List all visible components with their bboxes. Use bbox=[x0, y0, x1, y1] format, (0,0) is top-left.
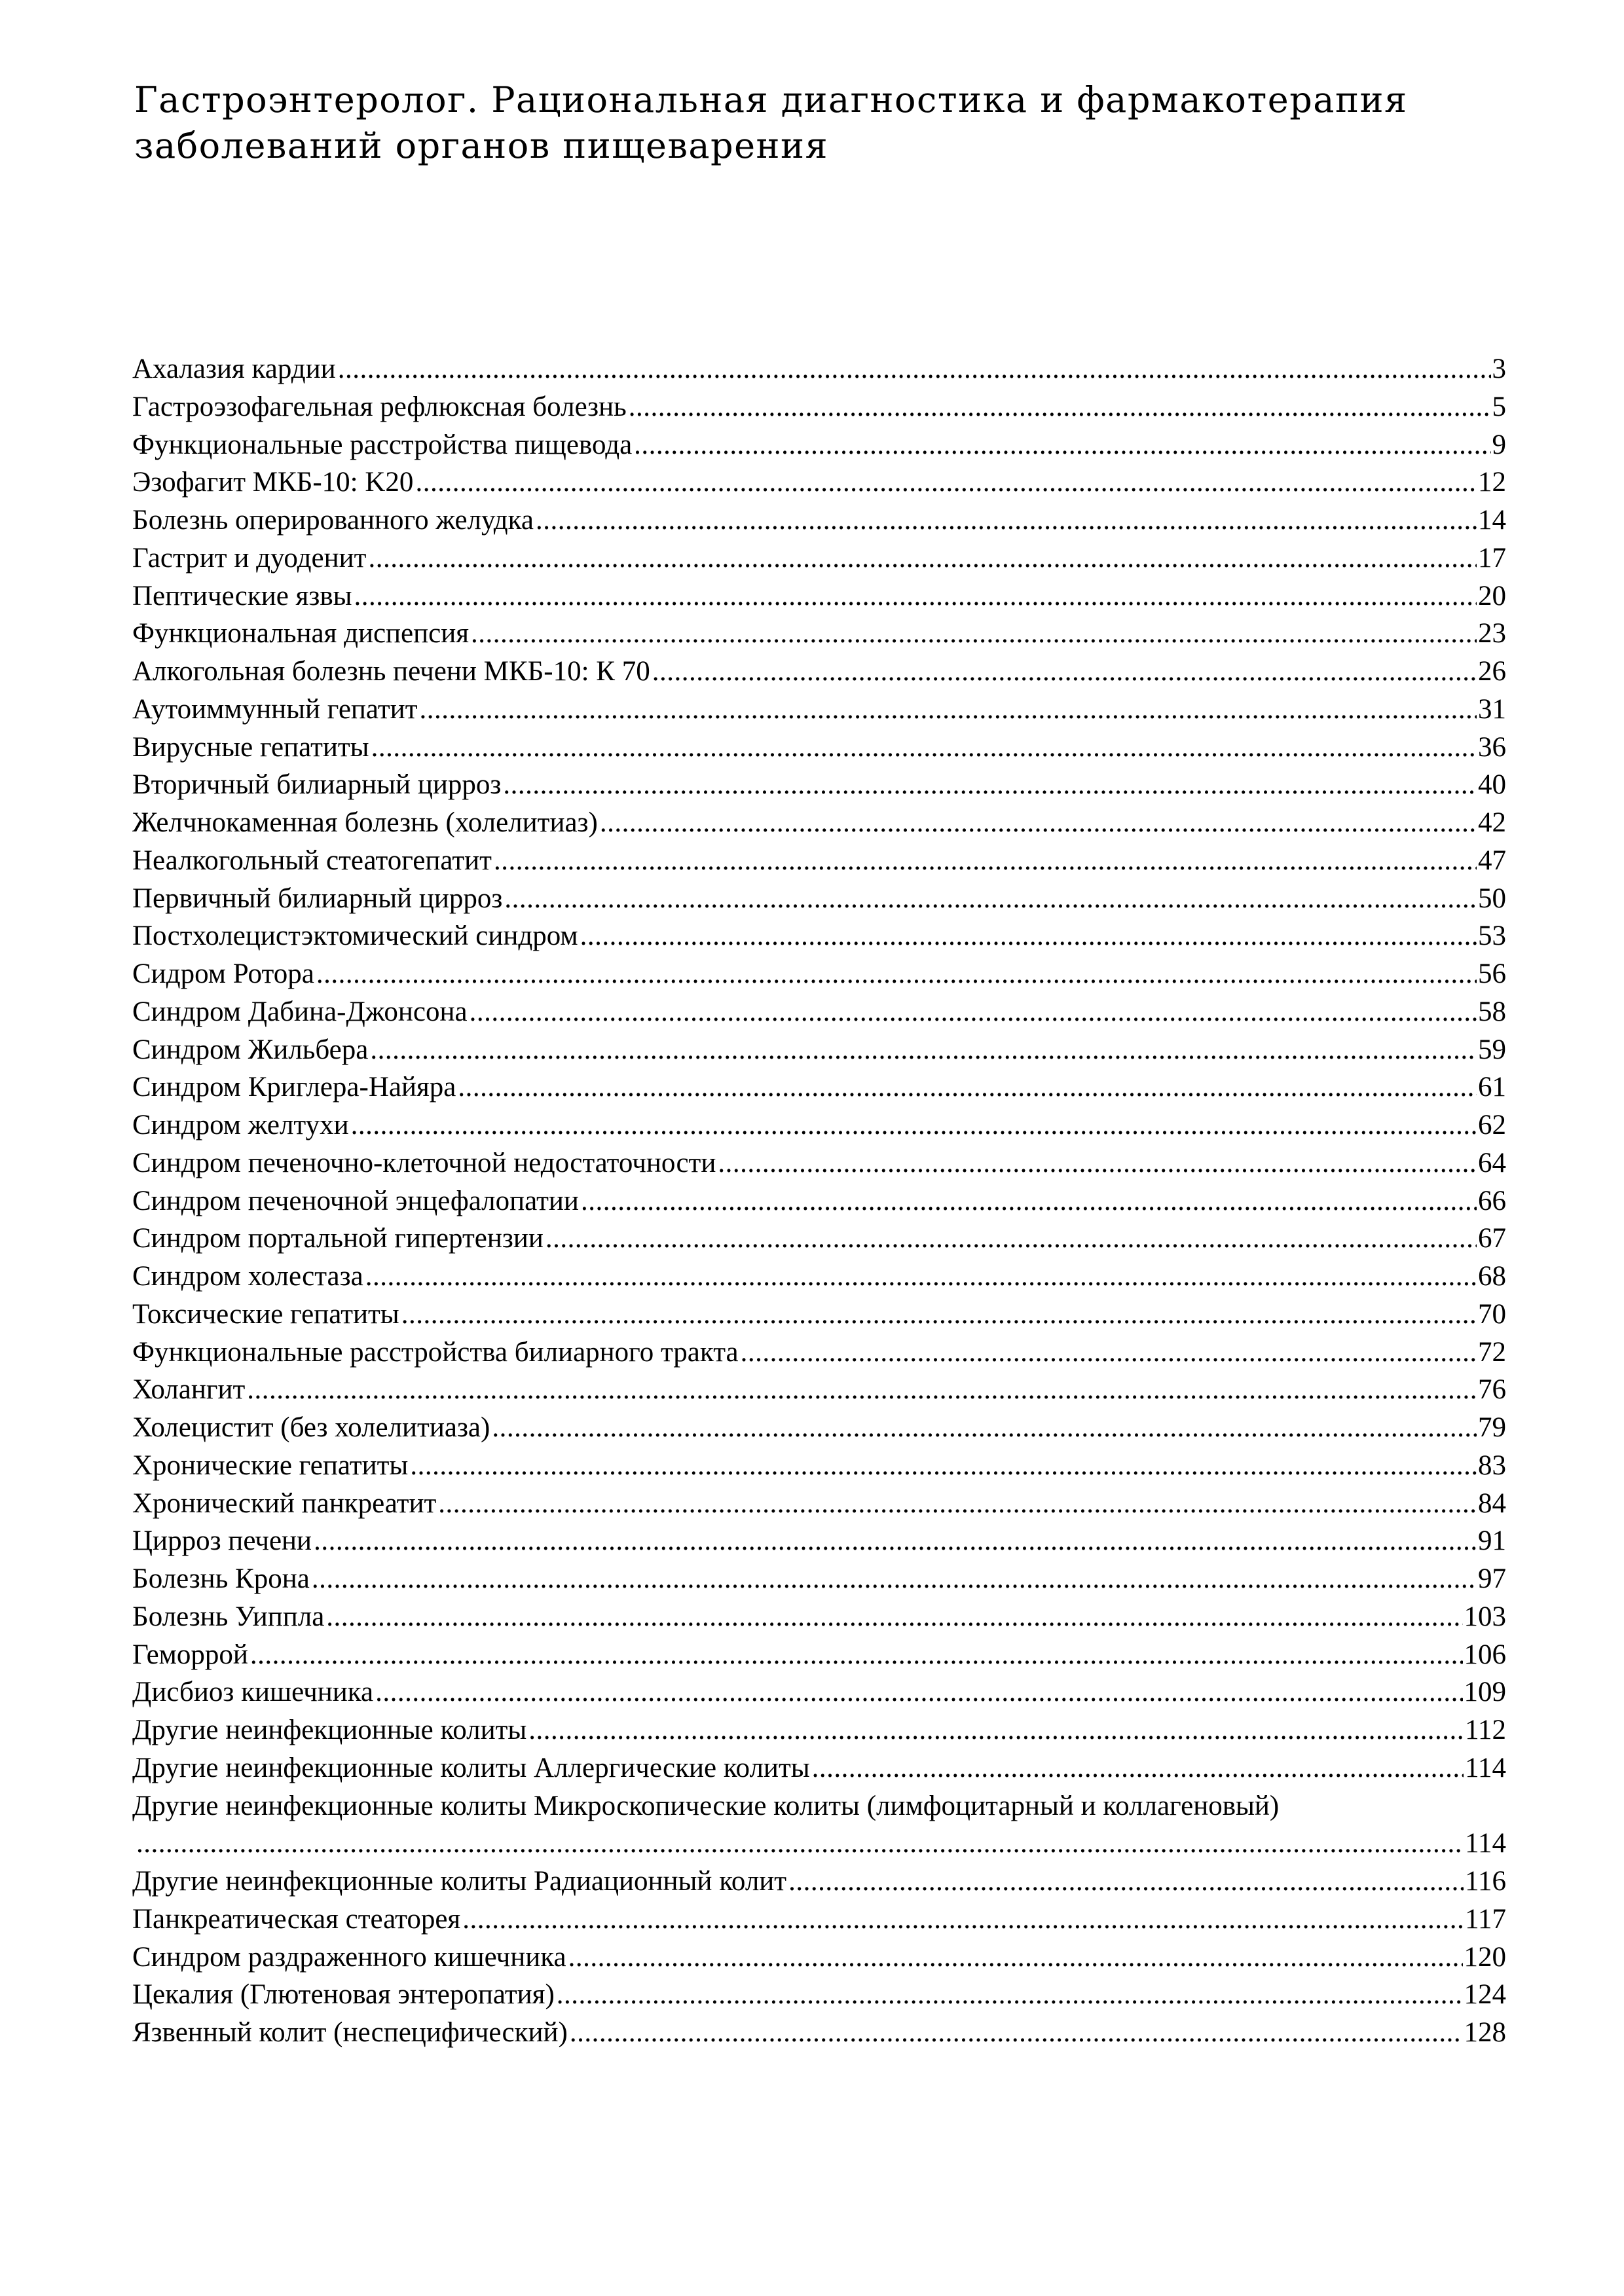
toc-dot-leader bbox=[652, 653, 1477, 691]
toc-entry-label: Сидром Ротора bbox=[132, 958, 314, 989]
toc-entry[interactable] bbox=[132, 1296, 1506, 1334]
toc-entry[interactable] bbox=[132, 388, 1506, 426]
toc-dot-leader bbox=[741, 1334, 1477, 1372]
toc-entry[interactable] bbox=[132, 955, 1506, 993]
toc-dot-leader bbox=[370, 1031, 1477, 1069]
toc-dot-leader bbox=[504, 880, 1477, 918]
toc-entry-page: 97 bbox=[1478, 1563, 1506, 1594]
toc-dot-leader bbox=[312, 1560, 1477, 1598]
toc-entry-label: Пептические язвы bbox=[132, 580, 352, 611]
toc-entry-label: Синдром печеночно-клеточной недостаточности bbox=[132, 1147, 716, 1178]
toc-entry-page: 124 bbox=[1464, 1979, 1506, 2011]
toc-entry-page: 9 bbox=[1492, 429, 1506, 460]
toc-entry[interactable] bbox=[132, 350, 1506, 388]
toc-entry-page: 3 bbox=[1492, 354, 1506, 384]
toc-dot-leader bbox=[368, 539, 1477, 577]
toc-dot-leader bbox=[419, 691, 1477, 729]
toc-dot-leader bbox=[438, 1485, 1477, 1523]
toc-entry-page: 5 bbox=[1492, 391, 1506, 422]
toc-entry-label: Другие неинфекционные колиты Радиационный колит bbox=[132, 1866, 787, 1897]
toc-entry[interactable] bbox=[132, 1334, 1506, 1372]
toc-entry-page: 67 bbox=[1478, 1223, 1506, 1254]
toc-dot-leader bbox=[415, 464, 1477, 501]
toc-dot-leader bbox=[788, 1863, 1464, 1901]
toc-entry-label: Панкреатическая стеаторея bbox=[132, 1903, 461, 1935]
toc-dot-leader bbox=[136, 1825, 1464, 1863]
toc-entry-page: 36 bbox=[1478, 731, 1506, 763]
toc-entry-page: 12 bbox=[1478, 467, 1506, 498]
toc-entry[interactable] bbox=[132, 729, 1506, 767]
toc-entry[interactable] bbox=[132, 1560, 1506, 1598]
toc-dot-leader bbox=[494, 842, 1477, 880]
toc-entry-page: 14 bbox=[1478, 505, 1506, 536]
toc-entry[interactable] bbox=[132, 539, 1506, 577]
toc-entry-page: 109 bbox=[1464, 1677, 1506, 1708]
toc-dot-leader bbox=[375, 1673, 1462, 1711]
toc-entry[interactable] bbox=[132, 1258, 1506, 1296]
toc-entry-page: 17 bbox=[1478, 542, 1506, 574]
toc-entry-label: Цекалия (Глютеновая энтеропатия) bbox=[132, 1979, 555, 2011]
toc-entry-label: Синдром Жильбера bbox=[132, 1034, 369, 1065]
toc-entry[interactable] bbox=[132, 1522, 1506, 1560]
toc-entry[interactable] bbox=[132, 993, 1506, 1031]
toc-entry-label: Вторичный билиарный цирроз bbox=[132, 769, 502, 801]
toc-entry[interactable] bbox=[132, 1901, 1506, 1939]
toc-entry[interactable] bbox=[132, 1447, 1506, 1485]
toc-entry[interactable] bbox=[132, 1371, 1506, 1409]
toc-dot-leader bbox=[557, 1976, 1463, 2014]
toc-dot-leader bbox=[492, 1409, 1477, 1447]
toc-entry-page: 68 bbox=[1478, 1261, 1506, 1292]
toc-entry-page: 70 bbox=[1478, 1298, 1506, 1330]
toc-dot-leader bbox=[326, 1598, 1462, 1636]
toc-entry-page: 26 bbox=[1478, 656, 1506, 687]
toc-entry-page: 120 bbox=[1464, 1941, 1506, 1973]
toc-entry-page: 40 bbox=[1478, 769, 1506, 801]
toc-entry-label: Хронический панкреатит bbox=[132, 1487, 437, 1519]
toc-entry-label: Постхолецистэктомический синдром bbox=[132, 920, 578, 952]
toc-entry-label: Синдром Дабина-Джонсона bbox=[132, 996, 468, 1027]
toc-dot-leader bbox=[634, 426, 1490, 464]
toc-entry-page: 62 bbox=[1478, 1110, 1506, 1140]
toc-entry[interactable] bbox=[132, 501, 1506, 539]
toc-entry-label[interactable]: Другие неинфекционные колиты Микроскопические колиты (лимфоцитарный и коллагеновый) bbox=[132, 1790, 1280, 1821]
toc-entry-label: Синдром печеночной энцефалопатии bbox=[132, 1185, 579, 1216]
toc-entry-page: 79 bbox=[1478, 1412, 1506, 1443]
toc-entry-label: Гастрит и дуоденит bbox=[132, 542, 367, 574]
toc-entry[interactable] bbox=[132, 1220, 1506, 1258]
toc-entry-label: Желчнокаменная болезнь (холелитиаз) bbox=[132, 807, 598, 838]
toc-dot-leader bbox=[410, 1447, 1477, 1485]
toc-entry-label: Другие неинфекционные колиты bbox=[132, 1715, 527, 1745]
toc-entry[interactable] bbox=[132, 1182, 1506, 1220]
toc-entry-page: 128 bbox=[1464, 2017, 1506, 2048]
toc-dot-leader bbox=[462, 1901, 1464, 1939]
toc-dot-leader bbox=[812, 1749, 1464, 1787]
toc-entry-label: Холангит bbox=[132, 1374, 246, 1406]
toc-entry-page: 59 bbox=[1478, 1034, 1506, 1065]
toc-dot-leader bbox=[354, 577, 1477, 615]
toc-entry[interactable] bbox=[132, 842, 1506, 880]
toc-entry-label: Болезнь Уиппла bbox=[132, 1601, 325, 1632]
toc-entry-page: 42 bbox=[1478, 807, 1506, 838]
toc-entry-page: 31 bbox=[1478, 693, 1506, 725]
toc-dot-leader bbox=[316, 955, 1477, 993]
toc-entry-label: Синдром холестаза bbox=[132, 1261, 363, 1292]
toc-dot-leader bbox=[351, 1106, 1477, 1144]
toc-entry-label: Язвенный колит (неспецифический) bbox=[132, 2017, 568, 2048]
toc-dot-leader bbox=[568, 1939, 1463, 1977]
toc-entry[interactable] bbox=[132, 426, 1506, 464]
toc-entry-page: 50 bbox=[1478, 883, 1506, 914]
toc-entry-page: 76 bbox=[1478, 1374, 1506, 1406]
toc-entry[interactable] bbox=[132, 653, 1506, 691]
toc-entry-label: Ахалазия кардии bbox=[132, 354, 336, 384]
toc-dot-leader bbox=[365, 1258, 1477, 1296]
document-title bbox=[134, 77, 1509, 169]
toc-entry-label: Функциональные расстройства пищевода bbox=[132, 429, 633, 460]
toc-entry-page: 64 bbox=[1478, 1147, 1506, 1178]
toc-entry-label: Цирроз печени bbox=[132, 1525, 312, 1557]
toc-entry-page: 114 bbox=[1465, 1828, 1506, 1859]
toc-entry-label: Синдром желтухи bbox=[132, 1110, 349, 1140]
toc-dot-leader bbox=[600, 804, 1477, 842]
toc-entry-label: Синдром портальной гипертензии bbox=[132, 1223, 544, 1254]
toc-entry[interactable] bbox=[132, 1939, 1506, 1977]
toc-entry[interactable] bbox=[132, 766, 1506, 804]
document-title-line-1: Гастроэнтеролог. Рациональная диагностика и фармакотерапия bbox=[134, 79, 1408, 120]
toc-dot-leader bbox=[250, 1636, 1463, 1674]
toc-dot-leader bbox=[629, 388, 1491, 426]
toc-entry[interactable] bbox=[132, 917, 1506, 955]
toc-entry-label: Хронические гепатиты bbox=[132, 1449, 409, 1481]
toc-entry[interactable] bbox=[132, 1068, 1506, 1106]
toc-entry-label: Неалкогольный стеатогепатит bbox=[132, 845, 492, 876]
toc-entry-page: 106 bbox=[1464, 1639, 1506, 1670]
toc-entry-label: Синдром раздраженного кишечника bbox=[132, 1941, 566, 1973]
toc-dot-leader bbox=[528, 1711, 1464, 1749]
toc-entry[interactable] bbox=[132, 464, 1506, 501]
toc-entry-label: Геморрой bbox=[132, 1639, 248, 1670]
toc-entry-label: Алкогольная болезнь печени МКБ-10: К 70 bbox=[132, 656, 650, 687]
toc-entry[interactable] bbox=[132, 1106, 1506, 1144]
toc-entry[interactable] bbox=[132, 1636, 1506, 1674]
toc-entry[interactable] bbox=[132, 1598, 1506, 1636]
toc-dot-leader bbox=[471, 615, 1477, 653]
toc-entry[interactable] bbox=[132, 577, 1506, 615]
toc-entry-page: 116 bbox=[1465, 1866, 1506, 1897]
toc-dot-leader bbox=[401, 1296, 1477, 1334]
toc-entry-page: 72 bbox=[1478, 1336, 1506, 1368]
toc-entry-label: Дисбиоз кишечника bbox=[132, 1677, 374, 1708]
toc-entry-label: Болезнь оперированного желудка bbox=[132, 505, 534, 536]
toc-dot-leader bbox=[247, 1371, 1477, 1409]
toc-dot-leader bbox=[314, 1522, 1477, 1560]
toc-entry-page: 47 bbox=[1478, 845, 1506, 876]
toc-entry[interactable] bbox=[132, 1863, 1506, 1901]
toc-entry-page: 23 bbox=[1478, 618, 1506, 649]
toc-entry-label: Гастроэзофагельная рефлюксная болезнь bbox=[132, 391, 627, 422]
toc-entry-page: 58 bbox=[1478, 996, 1506, 1027]
toc-entry-label: Вирусные гепатиты bbox=[132, 731, 369, 763]
toc-dot-leader bbox=[338, 350, 1491, 388]
toc-entry-label: Функциональные расстройства билиарного тракта bbox=[132, 1336, 739, 1368]
toc-entry-label: Эзофагит МКБ-10: K20 bbox=[132, 467, 414, 498]
toc-entry[interactable] bbox=[132, 880, 1506, 918]
toc-entry-page: 117 bbox=[1465, 1903, 1506, 1935]
toc-entry[interactable] bbox=[132, 1409, 1506, 1447]
toc-entry-page: 20 bbox=[1478, 580, 1506, 611]
toc-entry[interactable] bbox=[132, 691, 1506, 729]
toc-entry-page: 61 bbox=[1478, 1072, 1506, 1103]
toc-dot-leader bbox=[581, 1182, 1477, 1220]
toc-entry[interactable] bbox=[132, 1144, 1506, 1182]
toc-dot-leader bbox=[470, 993, 1477, 1031]
toc-entry-label: Холецистит (без холелитиаза) bbox=[132, 1412, 490, 1443]
toc-entry[interactable] bbox=[132, 1711, 1506, 1749]
toc-entry[interactable] bbox=[132, 1031, 1506, 1069]
table-of-contents bbox=[132, 350, 1506, 2052]
toc-entry[interactable] bbox=[132, 615, 1506, 653]
toc-entry[interactable] bbox=[132, 1749, 1506, 1787]
toc-entry-page: 66 bbox=[1478, 1185, 1506, 1216]
toc-dot-leader bbox=[503, 766, 1477, 804]
toc-dot-leader bbox=[545, 1220, 1477, 1258]
toc-entry-label: Болезнь Крона bbox=[132, 1563, 310, 1594]
toc-entry-label: Аутоиммунный гепатит bbox=[132, 693, 418, 725]
toc-entry-page: 56 bbox=[1478, 958, 1506, 989]
toc-entry-label: Функциональная диспепсия bbox=[132, 618, 470, 649]
toc-entry-page: 114 bbox=[1465, 1752, 1506, 1783]
toc-entry-page: 83 bbox=[1478, 1449, 1506, 1481]
toc-entry-label: Другие неинфекционные колиты Аллергические колиты bbox=[132, 1752, 810, 1783]
toc-entry-continuation[interactable] bbox=[132, 1825, 1506, 1863]
toc-dot-leader bbox=[570, 2014, 1463, 2052]
toc-entry[interactable] bbox=[132, 804, 1506, 842]
toc-dot-leader bbox=[371, 729, 1477, 767]
toc-entry[interactable] bbox=[132, 2014, 1506, 2052]
toc-entry-page: 53 bbox=[1478, 920, 1506, 952]
toc-dot-leader bbox=[458, 1068, 1477, 1106]
toc-entry-label: Синдром Криглера-Найяра bbox=[132, 1072, 456, 1103]
toc-entry-label: Первичный билиарный цирроз bbox=[132, 883, 503, 914]
toc-entry[interactable] bbox=[132, 1673, 1506, 1711]
toc-entry-page: 84 bbox=[1478, 1487, 1506, 1519]
toc-entry[interactable] bbox=[132, 1485, 1506, 1523]
document-title-line-2: заболеваний органов пищеварения bbox=[134, 125, 829, 166]
toc-entry-page: 103 bbox=[1464, 1601, 1506, 1632]
toc-entry-label: Токсические гепатиты bbox=[132, 1298, 399, 1330]
toc-dot-leader bbox=[718, 1144, 1477, 1182]
toc-entry-page: 91 bbox=[1478, 1525, 1506, 1557]
toc-dot-leader bbox=[536, 501, 1477, 539]
toc-dot-leader bbox=[580, 917, 1477, 955]
toc-entry-page: 112 bbox=[1465, 1715, 1506, 1745]
toc-entry[interactable] bbox=[132, 1976, 1506, 2014]
